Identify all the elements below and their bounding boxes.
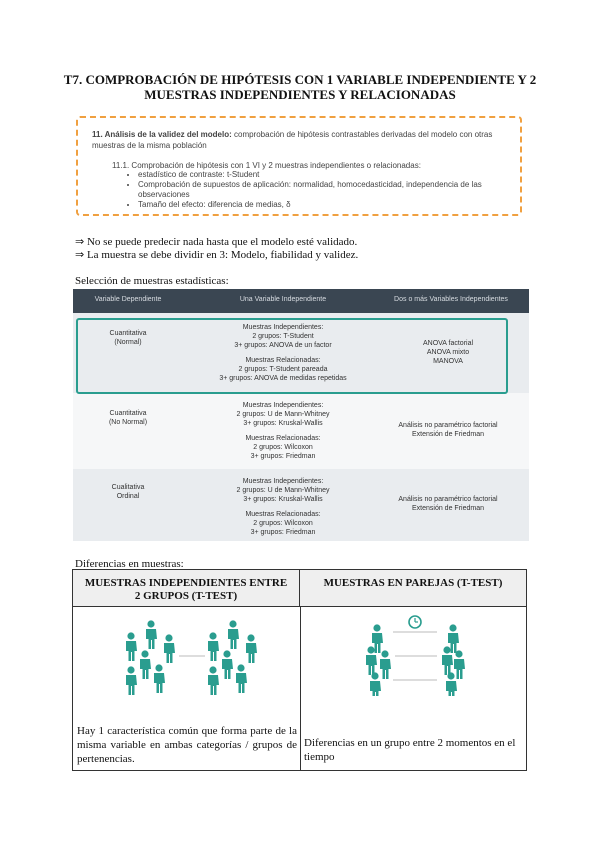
header-independent-samples: MUESTRAS INDEPENDIENTES ENTRE 2 GRUPOS (T-TEST) — [73, 570, 300, 607]
people-two-groups-icon — [117, 614, 267, 698]
cell-line: 2 grupos: U de Mann-Whitney — [236, 487, 330, 494]
cell-line: 2 grupos: T-Student pareada — [238, 366, 328, 373]
cell-two-independent — [373, 495, 523, 513]
arrow-notes — [75, 236, 358, 262]
cell-line: 3+ grupos: ANOVA de medidas repetidas — [219, 375, 347, 382]
cell-line: 2 grupos: U de Mann-Whitney — [236, 411, 330, 418]
paired-people-clock-icon — [363, 612, 467, 696]
cell-line: MANOVA — [433, 358, 463, 365]
arrow-note: ⇒ La muestra se debe dividir en 3: Modelo, fiabilidad y validez. — [75, 249, 359, 261]
cell-line: Muestras Relacionadas: — [245, 357, 321, 364]
cell-line: 2 grupos: Wilcoxon — [253, 444, 313, 451]
cell-line: Cualitativa — [111, 484, 145, 491]
callout-point-11-text: comprobación de hipótesis contrastables derivadas del modelo con otras muestras de la misma población — [92, 130, 493, 150]
page-title: T7. COMPROBACIÓN DE HIPÓTESIS CON 1 VARIABLE INDEPENDIENTE Y 2 MUESTRAS INDEPENDIENTES Y RELACIONADAS — [63, 72, 537, 102]
callout-bullet: • Comprobación de supuestos de aplicación: normalidad, homocedasticidad, independencia de las observaciones — [138, 180, 518, 200]
cell-line: 2 grupos: Wilcoxon — [253, 520, 313, 527]
callout-point-11-label: 11. Análisis de la validez del modelo: — [92, 130, 232, 139]
cell-line: Análisis no paramétrico factorial — [398, 422, 498, 429]
cell-dependent — [83, 483, 173, 501]
cell-line: Muestras Independientes: — [242, 402, 324, 409]
cell-line: Muestras Relacionadas: — [245, 435, 321, 442]
independent-description: Hay 1 característica común que forma parte de la misma variable en ambas categorías / grupos de pertenencias. — [77, 725, 297, 765]
cell-line: Análisis no paramétrico factorial — [398, 496, 498, 503]
cell-line: Muestras Independientes: — [242, 324, 324, 331]
cell-two-independent — [373, 421, 523, 439]
differences-label: Diferencias en muestras: — [75, 558, 184, 570]
cell-line: Muestras Relacionadas: — [245, 511, 321, 518]
cell-line: (No Normal) — [108, 419, 148, 426]
cell-line: 3+ grupos: ANOVA de un factor — [234, 342, 332, 349]
cell-line: 2 grupos: T-Student — [252, 333, 314, 340]
callout-bullet: • Tamaño del efecto: diferencia de medias, δ — [138, 200, 518, 210]
arrow-note: ⇒ No se puede predecir nada hasta que el modelo esté validado. — [75, 236, 358, 248]
comparison-table — [72, 569, 527, 771]
cell-one-independent — [193, 477, 373, 537]
header-two-independent: Dos o más Variables Independientes — [394, 296, 508, 303]
callout-bullets — [128, 170, 518, 210]
header-paired-samples: MUESTRAS EN PAREJAS (T-TEST) — [300, 570, 526, 607]
cell-line: ANOVA factorial — [422, 340, 474, 347]
cell-line: 3+ grupos: Friedman — [250, 529, 316, 536]
callout-point-11-1: 11.1. Comprobación de hipótesis con 1 VI y 2 muestras independientes o relacionadas: — [112, 161, 421, 170]
cell-line: ANOVA mixto — [426, 349, 470, 356]
callout-bullet: • estadístico de contraste: t-Student — [138, 170, 518, 180]
cell-line: Cuantitativa — [109, 330, 147, 337]
syllabus-callout — [76, 116, 522, 216]
cell-line: 3+ grupos: Kruskal-Wallis — [243, 496, 323, 503]
cell-line: Extensión de Friedman — [412, 505, 484, 512]
paired-description: Diferencias en un grupo entre 2 momentos en el tiempo — [304, 737, 516, 763]
callout-point-11 — [92, 129, 512, 151]
table-row — [73, 469, 529, 541]
table-row — [73, 393, 529, 469]
cell-line: 3+ grupos: Kruskal-Wallis — [243, 420, 323, 427]
test-selection-table — [73, 289, 529, 541]
cell-line: Extensión de Friedman — [412, 431, 484, 438]
highlight-frame — [76, 318, 508, 394]
cell-line: (Normal) — [114, 339, 142, 346]
cell-dependent — [83, 409, 173, 427]
cell-line: Cuantitativa — [109, 410, 147, 417]
cell-one-independent — [193, 401, 373, 461]
column-divider — [300, 607, 301, 771]
header-one-independent: Una Variable Independiente — [239, 296, 327, 303]
selection-label: Selección de muestras estadísticas: — [75, 275, 229, 287]
cell-line: Muestras Independientes: — [242, 478, 324, 485]
table-header — [73, 289, 529, 313]
cell-line: 3+ grupos: Friedman — [250, 453, 316, 460]
header-dependent: Variable Dependiente — [94, 296, 162, 303]
cell-line: Ordinal — [116, 493, 140, 500]
